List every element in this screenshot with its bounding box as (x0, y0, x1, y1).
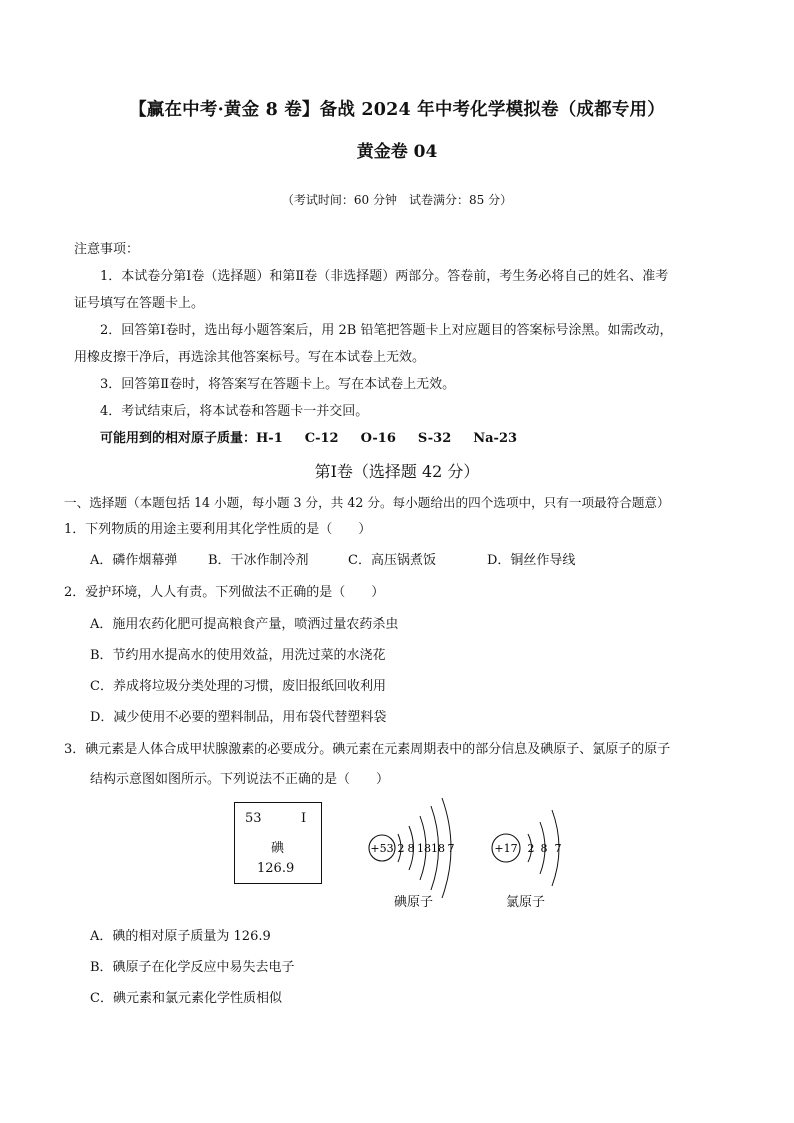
q3-option-a: A．碘的相对原子质量为 126.9 (90, 929, 271, 944)
element-name: 碘 (271, 841, 285, 856)
exam-info: （考试时间：60 分钟 试卷满分：85 分） (281, 193, 513, 207)
q3-option-c: C．碘元素和氯元素化学性质相似 (90, 991, 282, 1006)
chlorine-shell-2-count: 8 (540, 842, 548, 855)
iodine-atom-diagram (360, 790, 470, 900)
element-symbol: I (301, 811, 307, 826)
q3-option-b: B．碘原子在化学反应中易失去电子 (90, 960, 295, 975)
chlorine-shell-1-count: 2 (527, 842, 535, 855)
atomic-mass-h: H-1 (256, 431, 283, 446)
atomic-number: 53 (245, 811, 262, 826)
q1-option-b: B．干冰作制冷剂 (208, 553, 309, 568)
chlorine-nucleus-charge: +17 (494, 842, 518, 855)
atomic-mass-c: C-12 (304, 431, 339, 446)
q1-option-a: A．磷作烟幕弹 (90, 553, 178, 568)
chlorine-atom-label: 氯原子 (506, 895, 546, 910)
iodine-shell-3-count: 18 (417, 842, 431, 855)
iodine-shell-4-count: 18 (431, 842, 445, 855)
atomic-mass-line (100, 427, 517, 446)
q1-option-d: D．铜丝作导线 (487, 553, 576, 568)
atomic-mass-na: Na-23 (473, 431, 518, 446)
paper-subtitle: 黄金卷 04 (356, 142, 438, 162)
note-3: 3．回答第Ⅱ卷时，将答案写在答题卡上。写在本试卷上无效。 (100, 377, 456, 392)
page-title: 【赢在中考·黄金 8 卷】备战 2024 年中考化学模拟卷（成都专用） (129, 100, 665, 120)
section-1-title: 第Ⅰ卷（选择题 42 分） (314, 462, 480, 481)
q2-option-d: D．减少使用不必要的塑料制品，用布袋代替塑料袋 (90, 710, 387, 725)
q2-stem: 2．爱护环境，人人有责。下列做法不正确的是（ ） (64, 585, 385, 600)
q1-stem: 1．下列物质的用途主要利用其化学性质的是（ ） (64, 522, 372, 537)
iodine-shell-2-count: 8 (407, 842, 415, 855)
q2-option-c: C．养成将垃圾分类处理的习惯，废旧报纸回收利用 (90, 679, 386, 694)
note-2-line-1: 2．回答第Ⅰ卷时，选出每小题答案后，用 2B 铅笔把答题卡上对应题目的答案标号涂黑。如需改动， (100, 323, 673, 338)
iodine-nucleus-charge: +53 (370, 842, 394, 855)
q3-stem-line-1: 3．碘元素是人体合成甲状腺激素的必要成分。碘元素在元素周期表中的部分信息及碘原子、氯原子的原子 (64, 742, 671, 757)
note-2-line-2: 用橡皮擦干净后，再选涂其他答案标号。写在本试卷上无效。 (74, 350, 426, 365)
atomic-mass-label: 可能用到的相对原子质量： (100, 431, 257, 446)
iodine-atom-label: 碘原子 (394, 895, 434, 910)
periodic-table-cell (234, 802, 322, 884)
atomic-mass-o: O-16 (360, 431, 396, 446)
q2-option-b: B．节约用水提高水的使用效益，用洗过菜的水浇花 (90, 648, 386, 663)
relative-atomic-mass: 126.9 (257, 861, 295, 876)
q2-option-a: A．施用农药化肥可提高粮食产量，喷洒过量农药杀虫 (90, 617, 399, 632)
q3-stem-line-2: 结构示意图如图所示。下列说法不正确的是（ ） (90, 772, 390, 787)
chlorine-shell-3-count: 7 (554, 842, 562, 855)
iodine-shell-1-count: 2 (397, 842, 405, 855)
note-1-line-2: 证号填写在答题卡上。 (74, 296, 205, 311)
notes-heading: 注意事项： (74, 242, 140, 257)
note-1-line-1: 1．本试卷分第Ⅰ卷（选择题）和第Ⅱ卷（非选择题）两部分。答卷前，考生务必将自己的姓名、准考 (100, 269, 669, 284)
chlorine-atom-diagram (478, 800, 568, 894)
atomic-mass-s: S-32 (417, 431, 452, 446)
section-1-instructions: 一、选择题（本题包括 14 小题，每小题 3 分，共 42 分。每小题给出的四个选项中，只有一项最符合题意） (64, 495, 670, 510)
iodine-shell-5-count: 7 (447, 842, 455, 855)
q1-option-c: C．高压锅煮饭 (348, 553, 436, 568)
note-4: 4．考试结束后，将本试卷和答题卡一并交回。 (100, 404, 369, 419)
